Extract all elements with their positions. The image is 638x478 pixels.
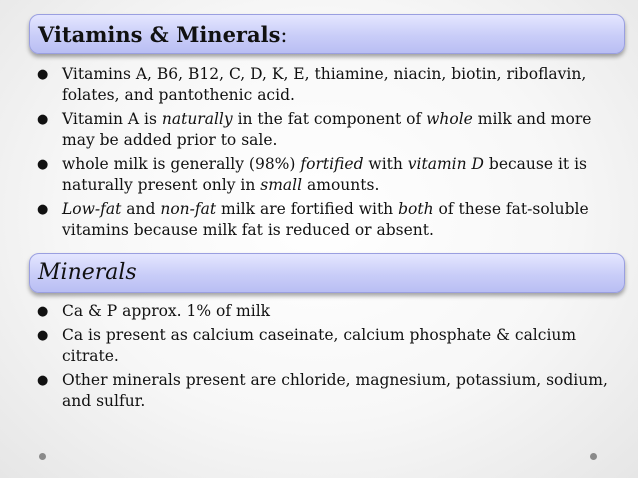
bullet-text: and [121, 200, 161, 218]
bullet-text: Vitamins A, B6, B12, C, D, K, E, thiamine, niacin, biotin, riboflavin, folates, and pantothenic acid. [62, 65, 587, 104]
bullet-text-italic: both [398, 200, 434, 218]
bullet-text: with [363, 155, 408, 173]
section-title [38, 22, 287, 47]
bullet-dot-icon: ● [37, 112, 49, 127]
bullet-dot-icon: ● [37, 304, 49, 319]
bullet-dot-icon: ● [37, 202, 49, 217]
section-title: Minerals [38, 260, 137, 285]
bullet-text: milk are fortified with [216, 200, 399, 218]
section-header-vitamins-minerals [29, 14, 625, 54]
bullet-item [34, 370, 614, 412]
bullet-text: Ca is present as calcium caseinate, calcium phosphate & calcium citrate. [62, 326, 577, 365]
bullet-text: Ca & P approx. 1% of milk [62, 302, 271, 320]
bullet-text: Other minerals present are chloride, magnesium, potassium, sodium, and sulfur. [62, 371, 608, 410]
bullet-text: in the fat component of [232, 110, 427, 128]
bullet-dot-icon: ● [37, 67, 49, 82]
bullet-text: amounts. [302, 176, 380, 194]
section-title-colon: : [280, 23, 288, 47]
section-header-minerals [29, 253, 625, 293]
vitamins-bullet-list [34, 64, 614, 244]
bullet-item [34, 109, 614, 151]
bullet-text: because it is naturally present only in [62, 155, 587, 194]
bullet-text-italic: non-fat [160, 200, 217, 218]
bullet-text: of these fat-soluble vitamins because milk fat is reduced or absent. [62, 200, 589, 239]
bullet-dot-icon: ● [37, 157, 49, 172]
section-title-text: Vitamins & Minerals [38, 22, 281, 47]
bullet-text-italic: small [260, 176, 303, 194]
bullet-item [34, 301, 614, 322]
bullet-text-italic: naturally [161, 110, 233, 128]
bullet-item [34, 325, 614, 367]
bullet-text-italic: fortified [300, 155, 364, 173]
decorative-dot-left [39, 453, 46, 460]
bullet-text-italic: whole [426, 110, 473, 128]
bullet-item [34, 199, 614, 241]
bullet-item [34, 64, 614, 106]
bullet-text: Vitamin A is [62, 110, 162, 128]
bullet-dot-icon: ● [37, 328, 49, 343]
bullet-text-italic: vitamin D [407, 155, 484, 173]
minerals-bullet-list [34, 301, 614, 415]
bullet-text: whole milk is generally (98%) [62, 155, 301, 173]
decorative-dot-right [590, 453, 597, 460]
bullet-text: milk and more may be added prior to sale. [62, 110, 592, 149]
bullet-text-italic: Low-fat [62, 200, 122, 218]
bullet-item [34, 154, 614, 196]
bullet-dot-icon: ● [37, 373, 49, 388]
